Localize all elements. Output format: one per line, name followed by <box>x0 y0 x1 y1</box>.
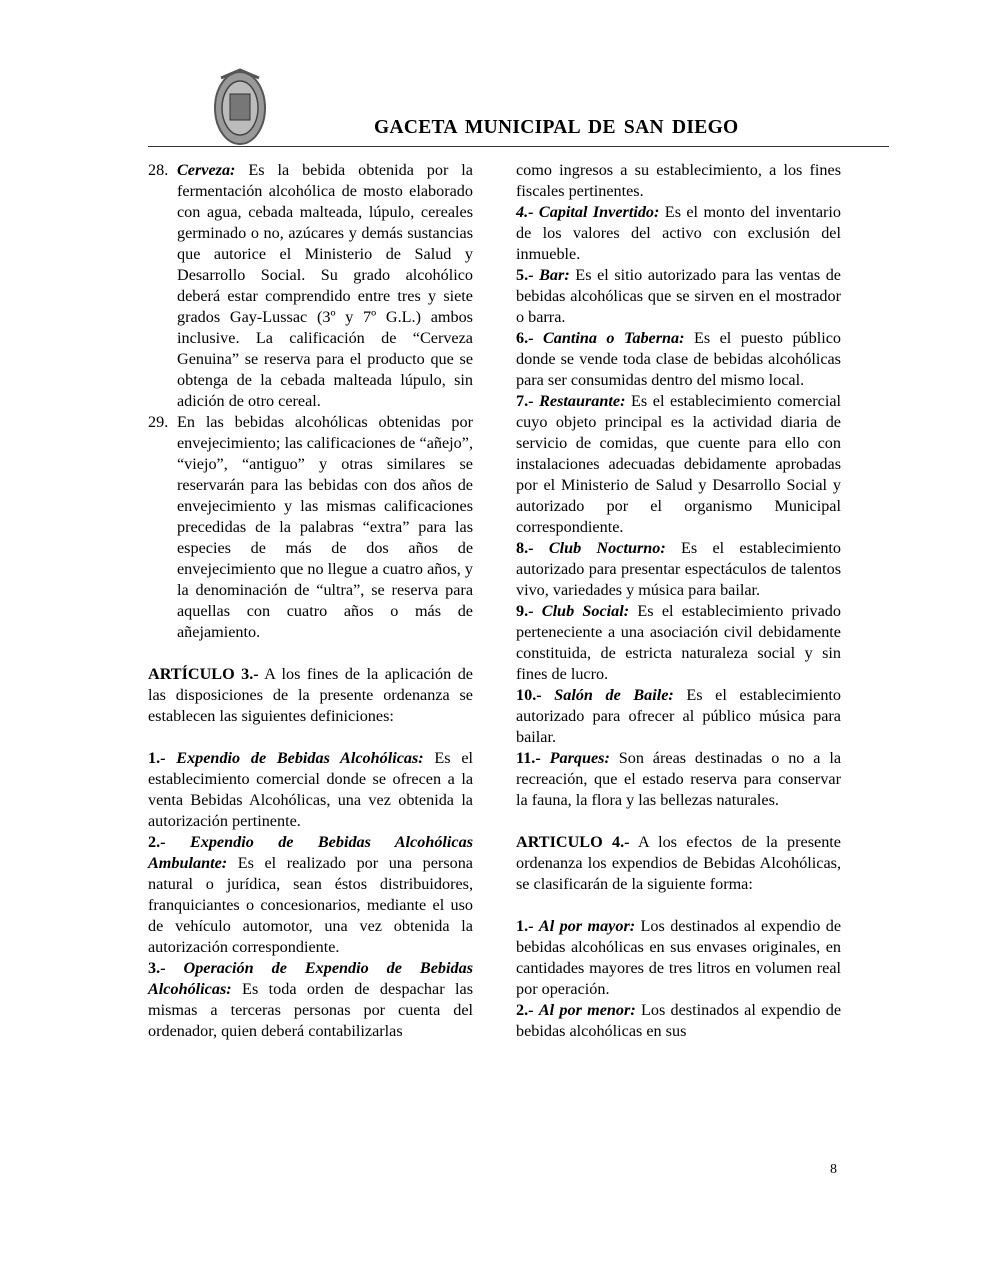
definition-text: Es el monto del inventario de los valores del activo con exclusión del inmueble. <box>516 203 841 263</box>
definition-11 <box>516 748 841 811</box>
term: Club Nocturno: <box>548 539 666 557</box>
def-number: 7.- <box>516 392 534 410</box>
def-number: 10.- <box>516 686 542 704</box>
definition-text: Es el establecimiento comercial donde se ofrecen a la venta Bebidas Alcohólicas, una vez obtenida la autorización pertinente. <box>148 749 474 830</box>
term: Salón de Baile: <box>554 686 674 704</box>
item-text: En las bebidas alcohólicas obtenidas por envejecimiento; las calificaciones de “añejo”, “viejo”, “antiguo” y otras similares se reservarán para las bebidas con dos años de envejecimiento y las mismas calificaciones precedidas de la palabras “extra” para las especies de más de dos años de envejecimiento que no llegue a cuatro años, y la denominación de “ultra”, se reserva para aquellas con cuatro años o más de añejamiento. <box>177 413 473 641</box>
def-number: 3.- <box>148 959 166 977</box>
article-label: ARTÍCULO 3.- <box>148 665 259 683</box>
definition-1 <box>148 748 473 832</box>
term: Bar: <box>539 266 570 284</box>
right-column <box>516 160 841 1042</box>
article-3 <box>148 664 473 727</box>
def-number: 11.- <box>516 749 541 767</box>
coat-of-arms-seal-icon <box>213 66 267 146</box>
header-divider <box>148 146 889 147</box>
def-number: 2.- <box>148 833 166 851</box>
term: Expendio de Bebidas Alcohólicas: <box>176 749 424 767</box>
definition-10 <box>516 685 841 748</box>
definition-text: Es el realizado por una persona natural o jurídica, sean éstos distribuidores, franquiciantes o concesionarios, mediante el uso de vehículo automotor, una vez obtenida la autorización correspondiente. <box>148 854 473 956</box>
definition-text: Es el establecimiento autorizado para presentar espectáculos de talentos vivo, variedades y música para bailar. <box>516 539 842 599</box>
def-number: 5.- <box>516 266 534 284</box>
definition-4 <box>516 202 841 265</box>
term: Al por menor: <box>538 1001 636 1019</box>
definition-text: Es el establecimiento autorizado para ofrecer al público música para bailar. <box>516 686 842 746</box>
def-number: 1.- <box>148 749 166 767</box>
list-item-29 <box>148 412 473 643</box>
term: Cantina o Taberna: <box>542 329 685 347</box>
definition-text: Es el establecimiento privado perteneciente a una asociación civil debidamente constituida, de estricta naturaleza social y sin fines de lucro. <box>516 602 841 683</box>
term: Parques: <box>549 749 610 767</box>
classification-2 <box>516 1000 841 1042</box>
list-item-28 <box>148 160 473 412</box>
definition-text: Es el establecimiento comercial cuyo objeto principal es la actividad diaria de servicio de comidas, que cuente para ello con instalaciones adecuadas debidamente aprobadas por el Ministerio de Salud y Desarrollo Social y autorizado por el organismo Municipal correspondiente. <box>516 392 842 536</box>
term: Al por mayor: <box>538 917 636 935</box>
def-number: 4.- <box>516 203 534 221</box>
classification-1 <box>516 916 841 1000</box>
definition-2 <box>148 832 473 958</box>
gazette-title: GACETA MUNICIPAL DE SAN DIEGO <box>374 117 739 138</box>
definition-text: Es la bebida obtenida por la fermentación alcohólica de mosto elaborado con agua, cebada malteada, lúpulo, cereales germinado o no, azúcares y demás sustancias que autorice el Ministerio de Salud y Desarrollo Social. Su grado alcohólico deberá estar comprendido entre tres y siete grados Gay-Lussac (3º y 7º G.L.) ambos inclusive. La calificación de “Cerveza Genuina” se reserva para el producto que se obtenga de la cebada malteada lúpulo, sin adición de otro cereal. <box>177 161 473 410</box>
def-number: 8.- <box>516 539 534 557</box>
def-number: 2.- <box>516 1001 534 1019</box>
page-number: 8 <box>830 1162 837 1177</box>
term: Cerveza: <box>177 161 236 179</box>
definition-text: Es toda orden de despachar las mismas a terceras personas por cuenta del ordenador, quien deberá contabilizarlas <box>148 980 473 1040</box>
item-number: 28. <box>148 161 169 179</box>
def-number: 1.- <box>516 917 534 935</box>
definition-text: Los destinados al expendio de bebidas alcohólicas en sus envases originales, en cantidades mayores de tres litros en volumen real por operación. <box>516 917 842 998</box>
term: Restaurante: <box>539 392 626 410</box>
def-number: 6.- <box>516 329 534 347</box>
item-number: 29. <box>148 413 169 431</box>
article-text: A los fines de la aplicación de las disposiciones de la presente ordenanza se establecen las siguientes definiciones: <box>148 665 473 725</box>
term: Operación de Expendio de Bebidas Alcohólicas: <box>148 959 473 998</box>
definition-text: Los destinados al expendio de bebidas alcohólicas en sus <box>516 1001 842 1040</box>
article-text: A los efectos de la presente ordenanza los expendios de Bebidas Alcohólicas, se clasificarán de la siguiente forma: <box>516 833 841 893</box>
definition-3 <box>148 958 473 1042</box>
def-number: 9.- <box>516 602 534 620</box>
article-4 <box>516 832 841 895</box>
term: Club Social: <box>541 602 630 620</box>
definition-text: Es el sitio autorizado para las ventas de bebidas alcohólicas que se sirven en el mostrador o barra. <box>516 266 841 326</box>
definition-text: Son áreas destinadas o no a la recreación, que el estado reserva para conservar la fauna, la flora y las bellezas naturales. <box>516 749 841 809</box>
definition-8 <box>516 538 841 601</box>
term: Expendio de Bebidas Alcohólicas Ambulante: <box>148 833 473 872</box>
definition-7 <box>516 391 841 538</box>
definition-9 <box>516 601 841 685</box>
article-label: ARTICULO 4.- <box>516 833 630 851</box>
definition-3-continued: como ingresos a su establecimiento, a los fines fiscales pertinentes. <box>516 161 841 200</box>
definition-5 <box>516 265 841 328</box>
definition-text: Es el puesto público donde se vende toda clase de bebidas alcohólicas para ser consumidas dentro del mismo local. <box>516 329 842 389</box>
definition-6 <box>516 328 841 391</box>
left-column <box>148 160 473 1042</box>
term: Capital Invertido: <box>538 203 660 221</box>
